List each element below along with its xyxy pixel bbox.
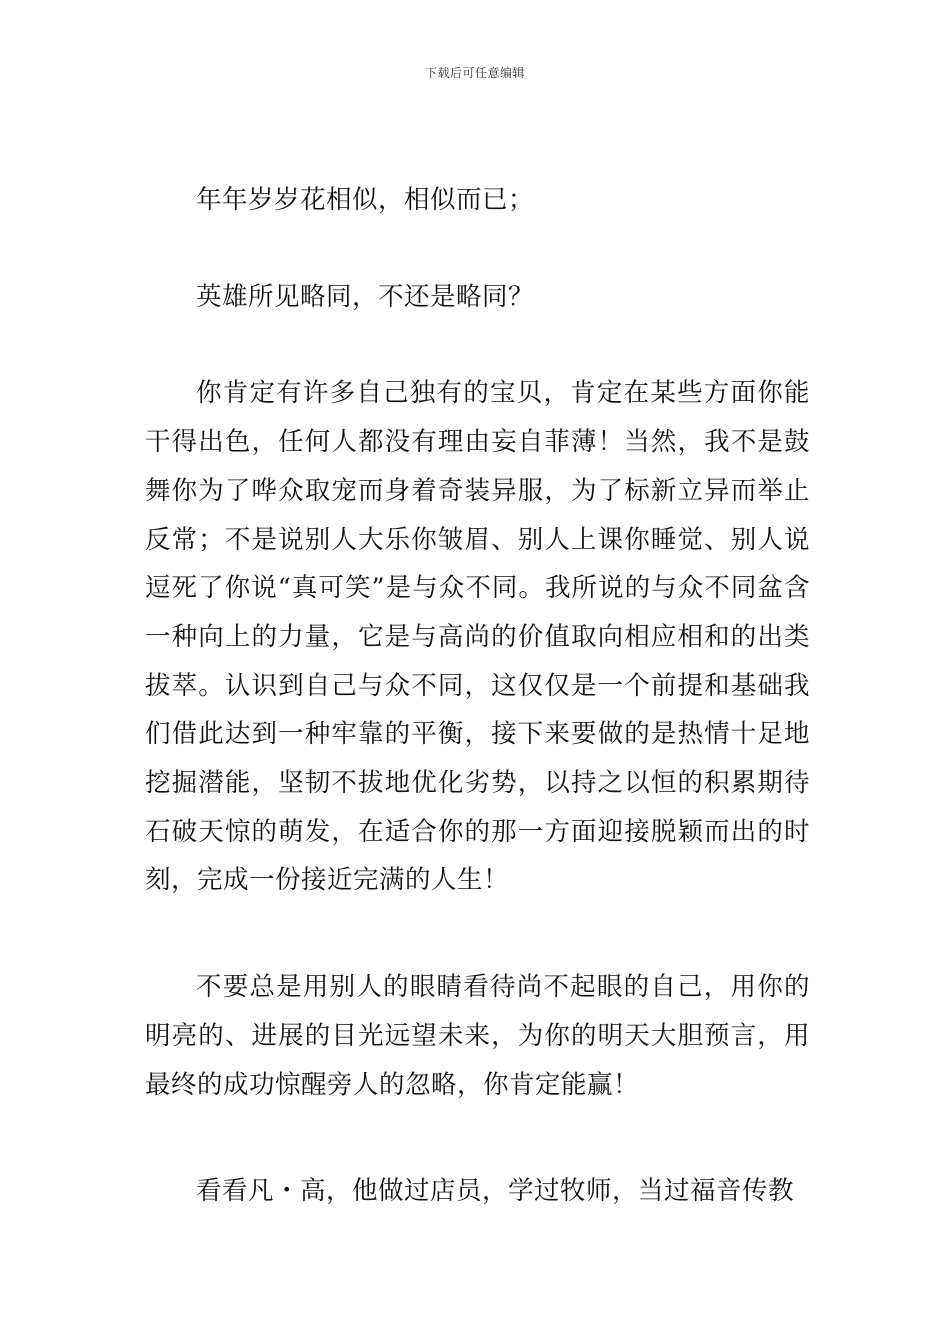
paragraph-4: 不要总是用别人的眼睛看待尚不起眼的自己，用你的明亮的、进展的目光远望未来，为你的明天大胆预言，用最终的成功惊醒旁人的忽略，你肯定能赢！	[145, 972, 810, 1100]
paragraph-gap	[145, 321, 810, 369]
paragraph-gap	[145, 905, 810, 963]
paragraph-gap	[145, 225, 810, 273]
paragraph-1: 年年岁岁花相似，相似而已；	[196, 185, 535, 215]
paragraph-gap	[145, 1109, 810, 1167]
document-body	[145, 176, 810, 1216]
paragraph-3: 你肯定有许多自己独有的宝贝，肯定在某些方面你能干得出色，任何人都没有理由妄自菲薄！当然，我不是鼓舞你为了哗众取宠而身着奇装异服，为了标新立异而举止反常；不是说别人大乐你皱眉、别人上课你睡觉、别人说逗死了你说“真可笑”是与众不同。我所说的与众不同盆含一种向上的力量，它是与高尚的价值取向相应相和的出类拔萃。认识到自己与众不同，这仅仅是一个前提和基础我们借此达到一种牢靠的平衡，接下来要做的是热情十足地挖掘潜能，坚韧不拔地优化劣势，以持之以恒的积累期待石破天惊的萌发，在适合你的那一方面迎接脱颖而出的时刻，完成一份接近完满的人生！	[145, 378, 810, 896]
paragraph-2: 英雄所见略同，不还是略同？	[196, 281, 535, 312]
page-header: 下载后可任意编辑	[424, 66, 525, 80]
paragraph-5: 看看凡・高，他做过店员，学过牧师，当过福音传教	[196, 1176, 795, 1207]
